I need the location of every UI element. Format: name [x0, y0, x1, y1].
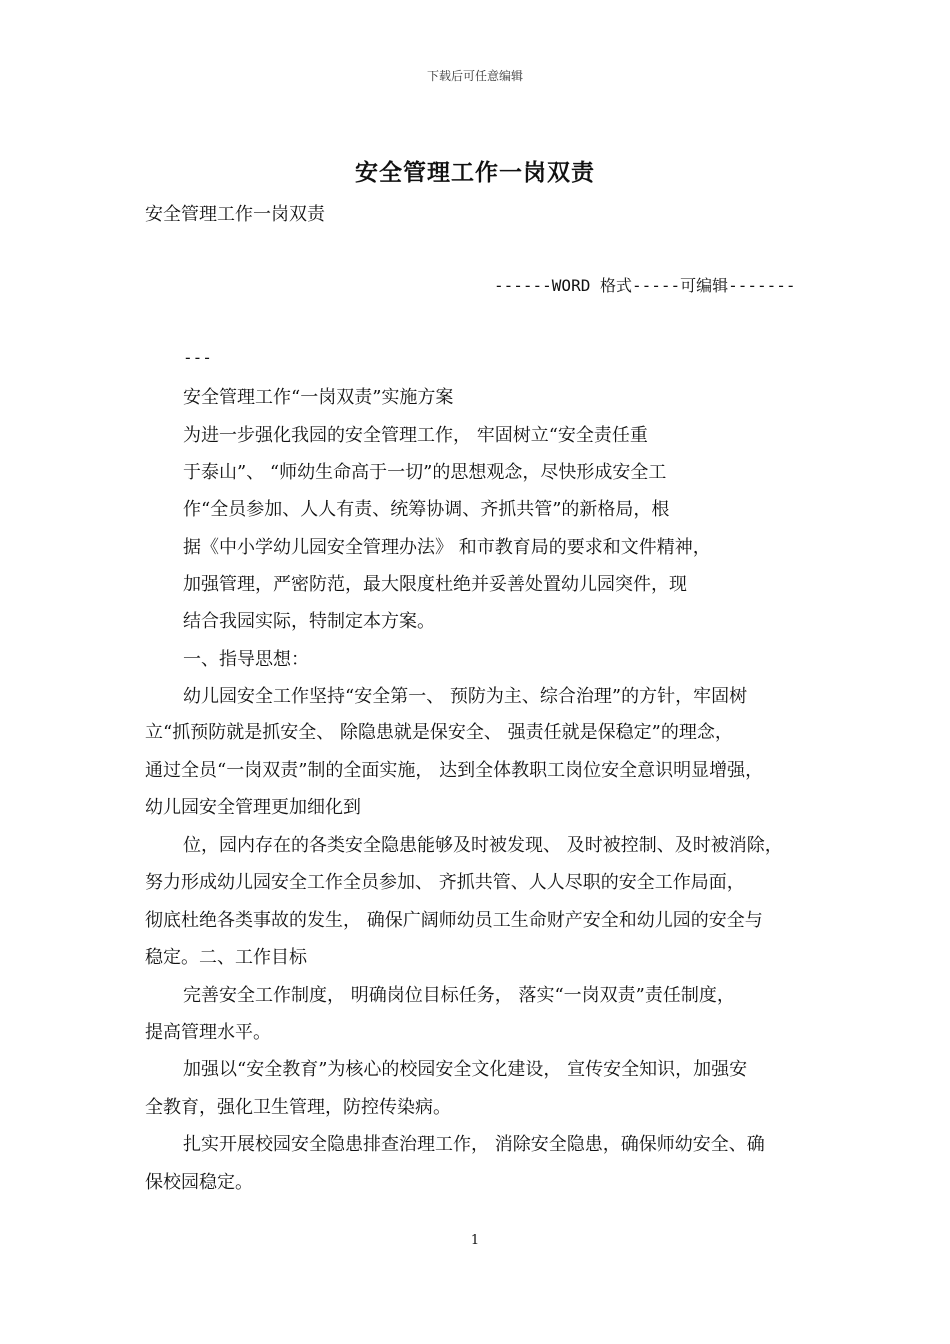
- body-line: 立“抓预防就是抓安全、 除隐患就是保安全、 强责任就是保稳定”的理念，: [145, 722, 733, 743]
- body-line: 为进一步强化我园的安全管理工作， 牢固树立“安全责任重: [183, 425, 648, 446]
- body-line: 完善安全工作制度， 明确岗位目标任务， 落实“一岗双责”责任制度，: [183, 985, 735, 1006]
- format-note: ------WORD 格式-----可编辑-------: [494, 276, 796, 295]
- body-line: 作“全员参加、人人有责、统筹协调、齐抓共管”的新格局，根: [183, 499, 670, 520]
- body-line: 据《中小学幼儿园安全管理办法》 和市教育局的要求和文件精神，: [183, 537, 711, 558]
- body-line: 位，园内存在的各类安全隐患能够及时被发现、 及时被控制、及时被消除，: [183, 835, 783, 856]
- body-line: 稳定。二、工作目标: [145, 947, 307, 968]
- document-title: 安全管理工作一岗双责: [355, 159, 595, 186]
- body-line: 加强管理，严密防范，最大限度杜绝并妥善处置幼儿园突件，现: [183, 574, 687, 595]
- body-line: 彻底杜绝各类事故的发生， 确保广阔师幼员工生命财产安全和幼儿园的安全与: [145, 910, 763, 931]
- body-line: 于泰山”、 “师幼生命高于一切”的思想观念，尽快形成安全工: [183, 462, 667, 483]
- section-heading: 一、指导思想：: [183, 649, 309, 670]
- body-line: 努力形成幼儿园安全工作全员参加、 齐抓共管、人人尽职的安全工作局面，: [145, 872, 745, 893]
- body-line: 幼儿园安全管理更加细化到: [145, 797, 361, 818]
- page-number: 1: [470, 1233, 480, 1248]
- body-line: 扎实开展校园安全隐患排查治理工作， 消除安全隐患，确保师幼安全、确: [183, 1134, 765, 1155]
- body-line: 提高管理水平。: [145, 1022, 271, 1043]
- document-subtitle: 安全管理工作一岗双责: [145, 204, 325, 225]
- body-line: 安全管理工作“一岗双责”实施方案: [183, 387, 454, 408]
- body-line: 通过全员“一岗双责”制的全面实施， 达到全体教职工岗位安全意识明显增强，: [145, 760, 764, 781]
- body-line: 保校园稳定。: [145, 1172, 253, 1193]
- body-line: 加强以“安全教育”为核心的校园安全文化建设， 宣传安全知识，加强安: [183, 1059, 748, 1080]
- page-header-note: 下载后可任意编辑: [426, 69, 523, 83]
- body-line: 幼儿园安全工作坚持“安全第一、 预防为主、综合治理”的方针，牢固树: [183, 686, 748, 707]
- body-line: 结合我园实际，特制定本方案。: [183, 611, 435, 632]
- dash-separator: ---: [183, 348, 212, 367]
- body-line: 全教育，强化卫生管理，防控传染病。: [145, 1097, 451, 1118]
